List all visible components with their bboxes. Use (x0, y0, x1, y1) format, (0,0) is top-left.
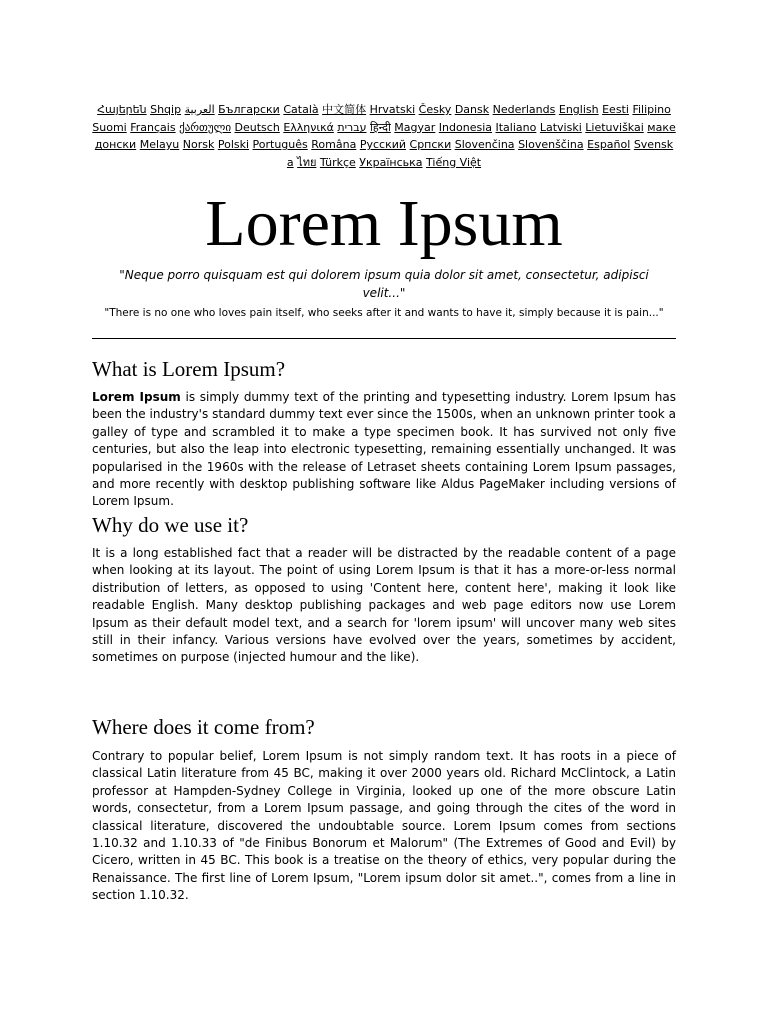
language-link[interactable]: עברית (337, 120, 367, 134)
language-link[interactable]: Français (130, 120, 176, 134)
language-link[interactable]: Tiếng Việt (426, 155, 482, 169)
paragraph-where-from: Contrary to popular belief, Lorem Ipsum is not simply random text. It has roots in a piece of classical Latin literature from 45 BC, making it over 2000 years old. Richard McClintock, a Latin professor at Hampden-Sydney College in Virginia, looked up one of the more obscure Latin words, consectetur, from a Lorem Ipsum passage, and going through the cites of the word in classical literature, discovered the undoubtable source. Lorem Ipsum comes from sections 1.10.32 and 1.10.33 of "de Finibus Bonorum et Malorum" (The Extremes of Good and Evil) by Cicero, written in 45 BC. This book is a treatise on the theory of ethics, very popular during the Renaissance. The first line of Lorem Ipsum, "Lorem ipsum dolor sit amet..", comes from a line in section 1.10.32. (92, 749, 676, 903)
language-link[interactable]: English (558, 103, 599, 116)
language-links (92, 101, 676, 171)
lead-term: Lorem Ipsum (92, 390, 181, 404)
language-link[interactable]: Dansk (454, 103, 490, 116)
language-link[interactable]: Español (587, 138, 631, 152)
language-link[interactable]: Hrvatski (369, 103, 416, 116)
language-link[interactable]: Latviski (539, 120, 582, 134)
language-link[interactable]: Български (218, 103, 280, 116)
language-link[interactable]: Slovenščina (518, 138, 584, 152)
language-link[interactable]: ไทย (297, 155, 317, 169)
language-link[interactable]: Português (252, 138, 308, 152)
language-link[interactable]: македонски (94, 120, 676, 152)
language-link[interactable]: Українська (359, 155, 423, 169)
language-link[interactable]: Česky (418, 103, 452, 116)
language-link[interactable]: Slovenčina (454, 138, 515, 152)
quote-latin: "Neque porro quisquam est qui dolorem ipsum quia dolor sit amet, consectetur, adipisci velit..." (119, 268, 649, 300)
language-link[interactable]: Ελληνικά (283, 120, 334, 134)
language-link[interactable]: Nederlands (492, 103, 556, 116)
language-link[interactable]: Lietuviškai (585, 120, 644, 134)
language-link[interactable]: Հայերեն (97, 103, 147, 116)
language-link[interactable]: Català (283, 103, 319, 116)
language-link[interactable]: Italiano (495, 120, 537, 134)
language-link[interactable]: ქართული (179, 120, 232, 134)
language-link[interactable]: Melayu (139, 138, 180, 152)
language-link[interactable]: हिन्दी (370, 120, 391, 134)
language-link[interactable]: Filipino (632, 103, 671, 116)
page-title: Lorem Ipsum (205, 187, 563, 260)
language-link[interactable]: Eesti (602, 103, 629, 116)
language-link[interactable]: Magyar (394, 120, 436, 134)
divider (92, 338, 676, 339)
language-link[interactable]: العربية (184, 103, 215, 116)
language-link[interactable]: Русский (359, 138, 407, 152)
paragraph-what-body: is simply dummy text of the printing and typesetting industry. Lorem Ipsum has been the industry's standard dummy text ever since the 1500s, when an unknown printer took a galley of type and scrambled it to make a type specimen book. It has survived not only five centuries, but also the leap into electronic typesetting, remaining essentially unchanged. It was popularised in the 1960s with the release of Letraset sheets containing Lorem Ipsum passages, and more recently with desktop publishing software like Aldus PageMaker including versions of Lorem Ipsum. (92, 390, 677, 509)
language-link[interactable]: Shqip (150, 103, 182, 116)
paragraph-why-use-it: It is a long established fact that a reader will be distracted by the readable content of a page when looking at its layout. The point of using Lorem Ipsum is that it has a more-or-less normal distribution of letters, as opposed to using 'Content here, content here', making it look like readable English. Many desktop publishing packages and web page editors now use Lorem Ipsum as their default model text, and a search for 'lorem ipsum' will uncover many web sites still in their infancy. Various versions have evolved over the years, sometimes by accident, sometimes on purpose (injected humour and the like). (92, 546, 676, 665)
language-link[interactable]: Polski (217, 138, 250, 152)
language-link[interactable]: Türkçe (319, 155, 356, 169)
language-link[interactable]: Româna (311, 138, 357, 152)
language-link[interactable]: Svenska (286, 138, 674, 169)
language-link[interactable]: Indonesia (438, 120, 492, 134)
language-link[interactable]: Suomi (92, 120, 127, 134)
language-link[interactable]: Српски (409, 138, 452, 152)
heading-why-use-it: Why do we use it? (92, 513, 249, 537)
quote-english: "There is no one who loves pain itself, who seeks after it and wants to have it, simply because it is pain..." (104, 307, 664, 319)
paragraph-what-is-lorem-ipsum (92, 389, 676, 511)
language-link[interactable]: Norsk (182, 138, 215, 152)
heading-where-from: Where does it come from? (92, 715, 315, 739)
heading-what-is-lorem-ipsum: What is Lorem Ipsum? (92, 357, 286, 381)
language-link[interactable]: 中文简体 (322, 103, 367, 116)
language-link[interactable]: Deutsch (234, 120, 280, 134)
